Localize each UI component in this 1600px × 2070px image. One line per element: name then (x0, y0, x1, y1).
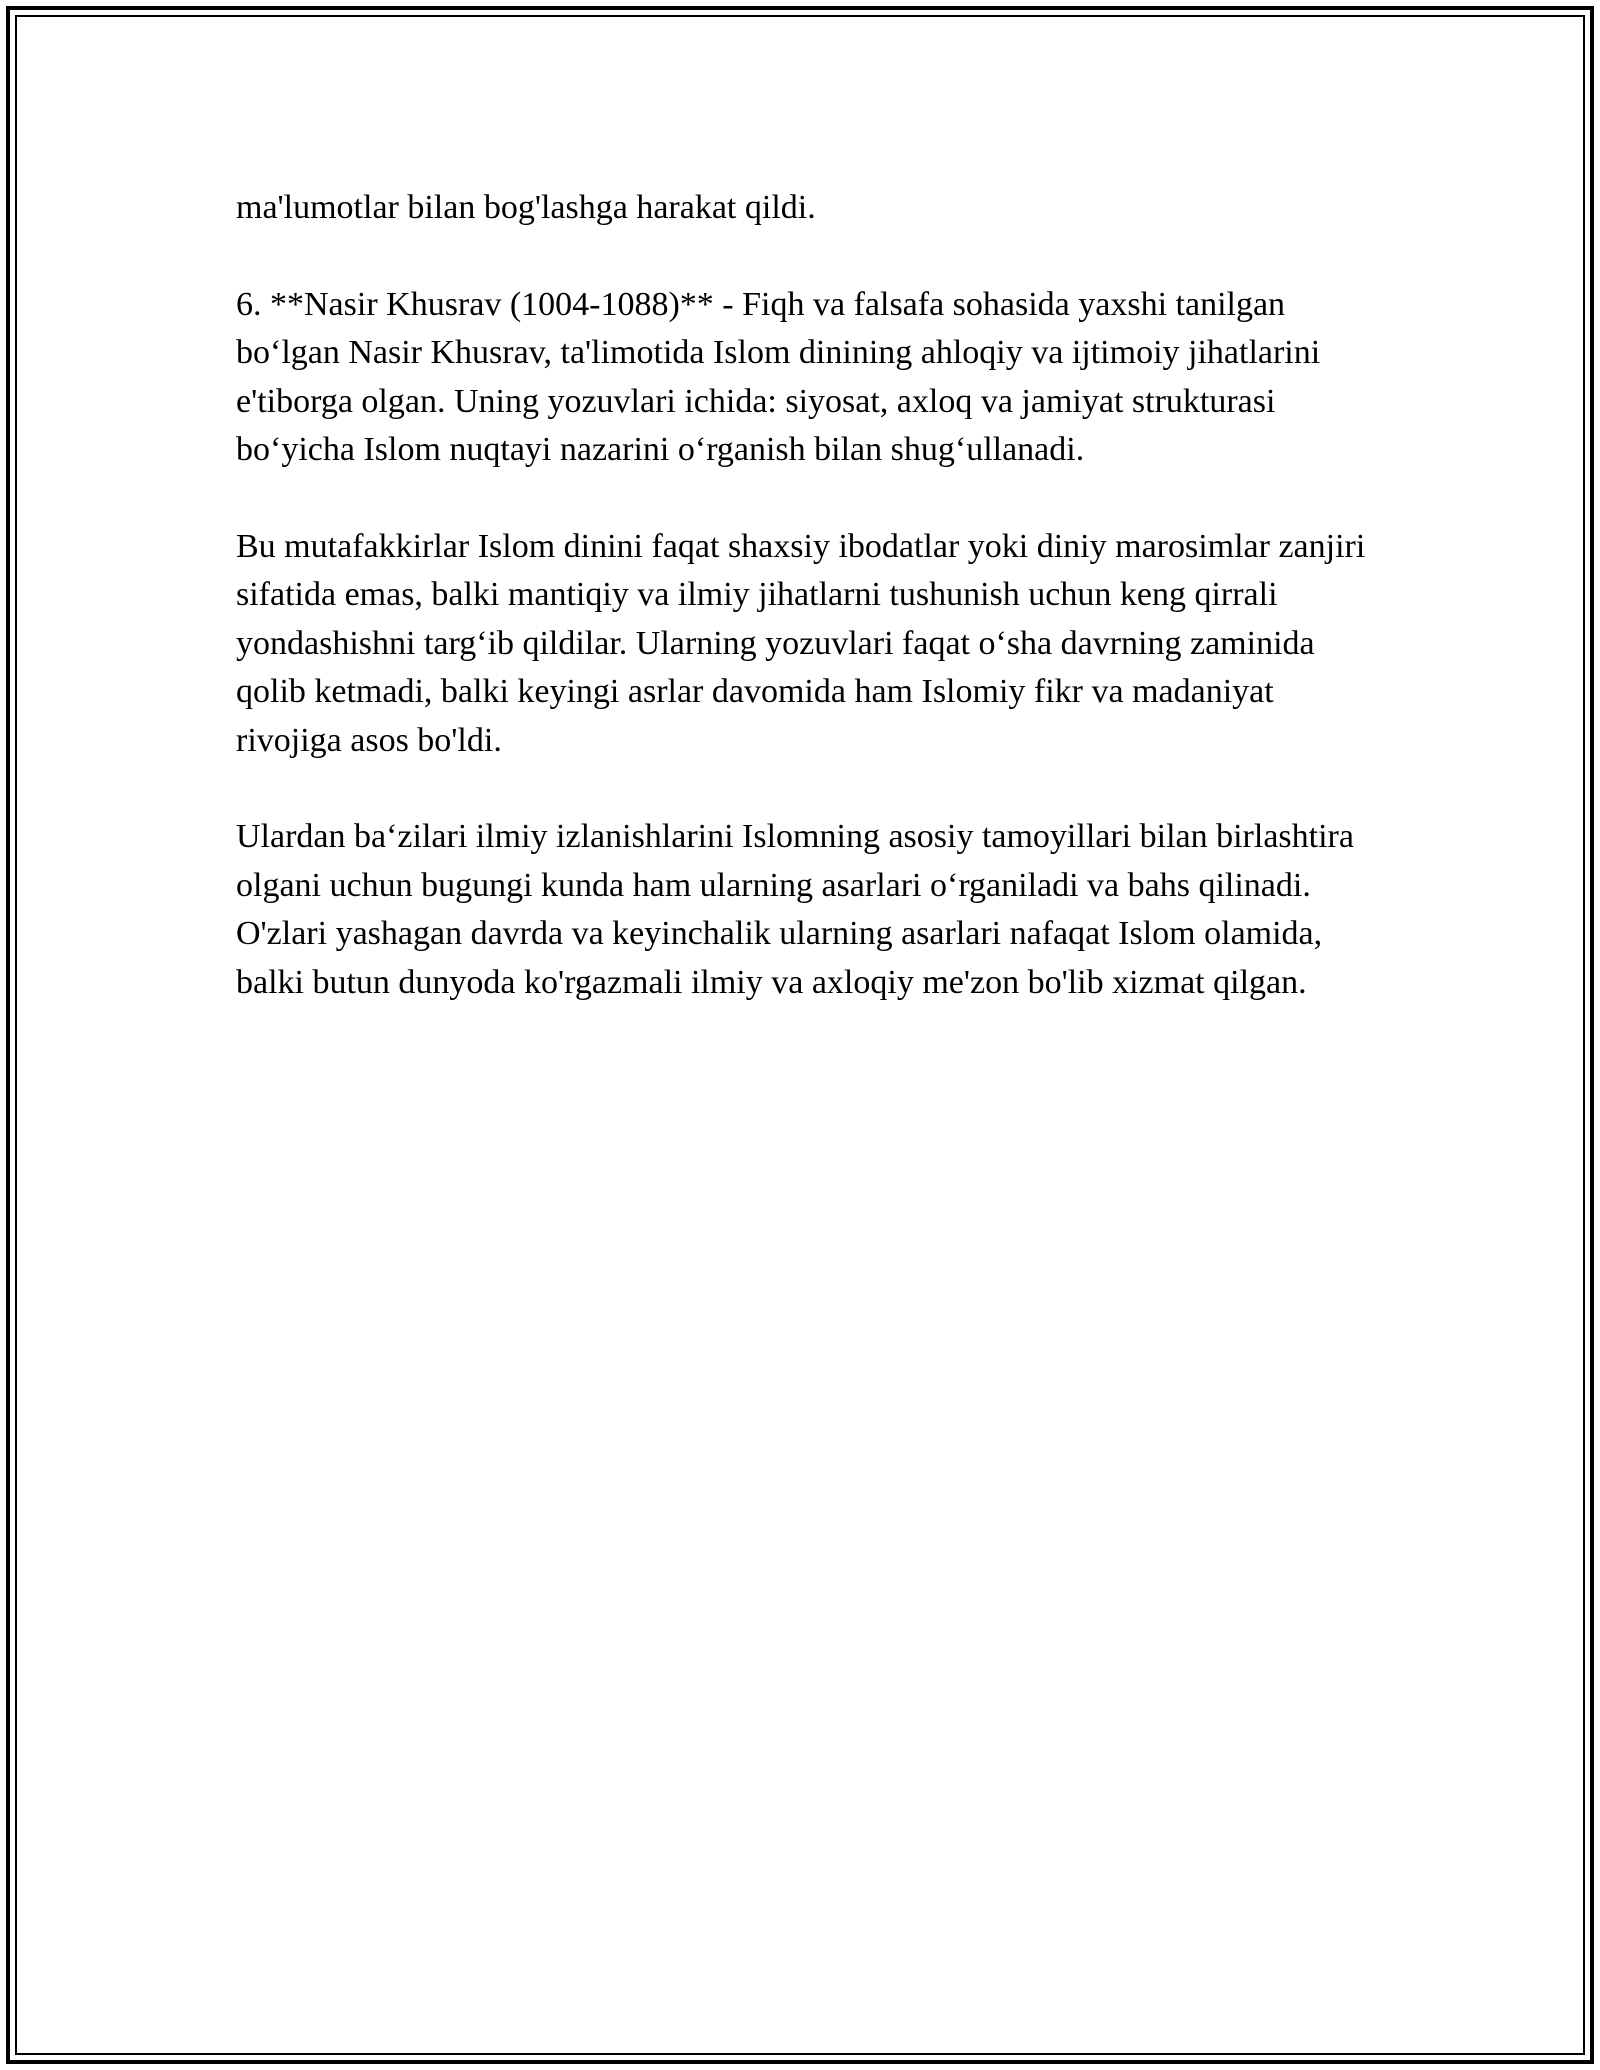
paragraph-legacy: Ulardan ba‘zilari ilmiy izlanishlarini Islomning asosiy tamoyillari bilan birlashtira olgani uchun bugungi kunda ham ularning asarlari o‘rganiladi va bahs qilinadi. O'zlari yashagan davrda va keyinchalik ularning asarlari nafaqat Islom olamida, balki butun dunyoda ko'rgazmali ilmiy va axloqiy me'zon bo'lib xizmat qilgan. (236, 818, 1354, 1001)
paragraph-continuation: ma'lumotlar bilan bog'lashga harakat qildi. (236, 189, 816, 226)
document-body (236, 184, 1386, 1055)
paragraph-thinkers-approach: Bu mutafakkirlar Islom dinini faqat shaxsiy ibodatlar yoki diniy marosimlar zanjiri sifatida emas, balki mantiqiy va ilmiy jihatlarni tushunish uchun keng qirrali yondashishni targ‘ib qildilar. Ularning yozuvlari faqat o‘sha davrning zaminida qolib ketmadi, balki keyingi asrlar davomida ham Islomiy fikr va madaniyat rivojiga asos bo'ldi. (236, 527, 1366, 759)
paragraph-nasir-khusrav: 6. **Nasir Khusrav (1004-1088)** - Fiqh va falsafa sohasida yaxshi tanilgan bo‘lgan Nasir Khusrav, ta'limotida Islom dinining ahloqiy va ijtimoiy jihatlarini e'tiborga olgan. Uning yozuvlari ichida: siyosat, axloq va jamiyat strukturasi bo‘yicha Islom nuqtayi nazarini o‘rganish bilan shug‘ullanadi. (236, 285, 1321, 468)
